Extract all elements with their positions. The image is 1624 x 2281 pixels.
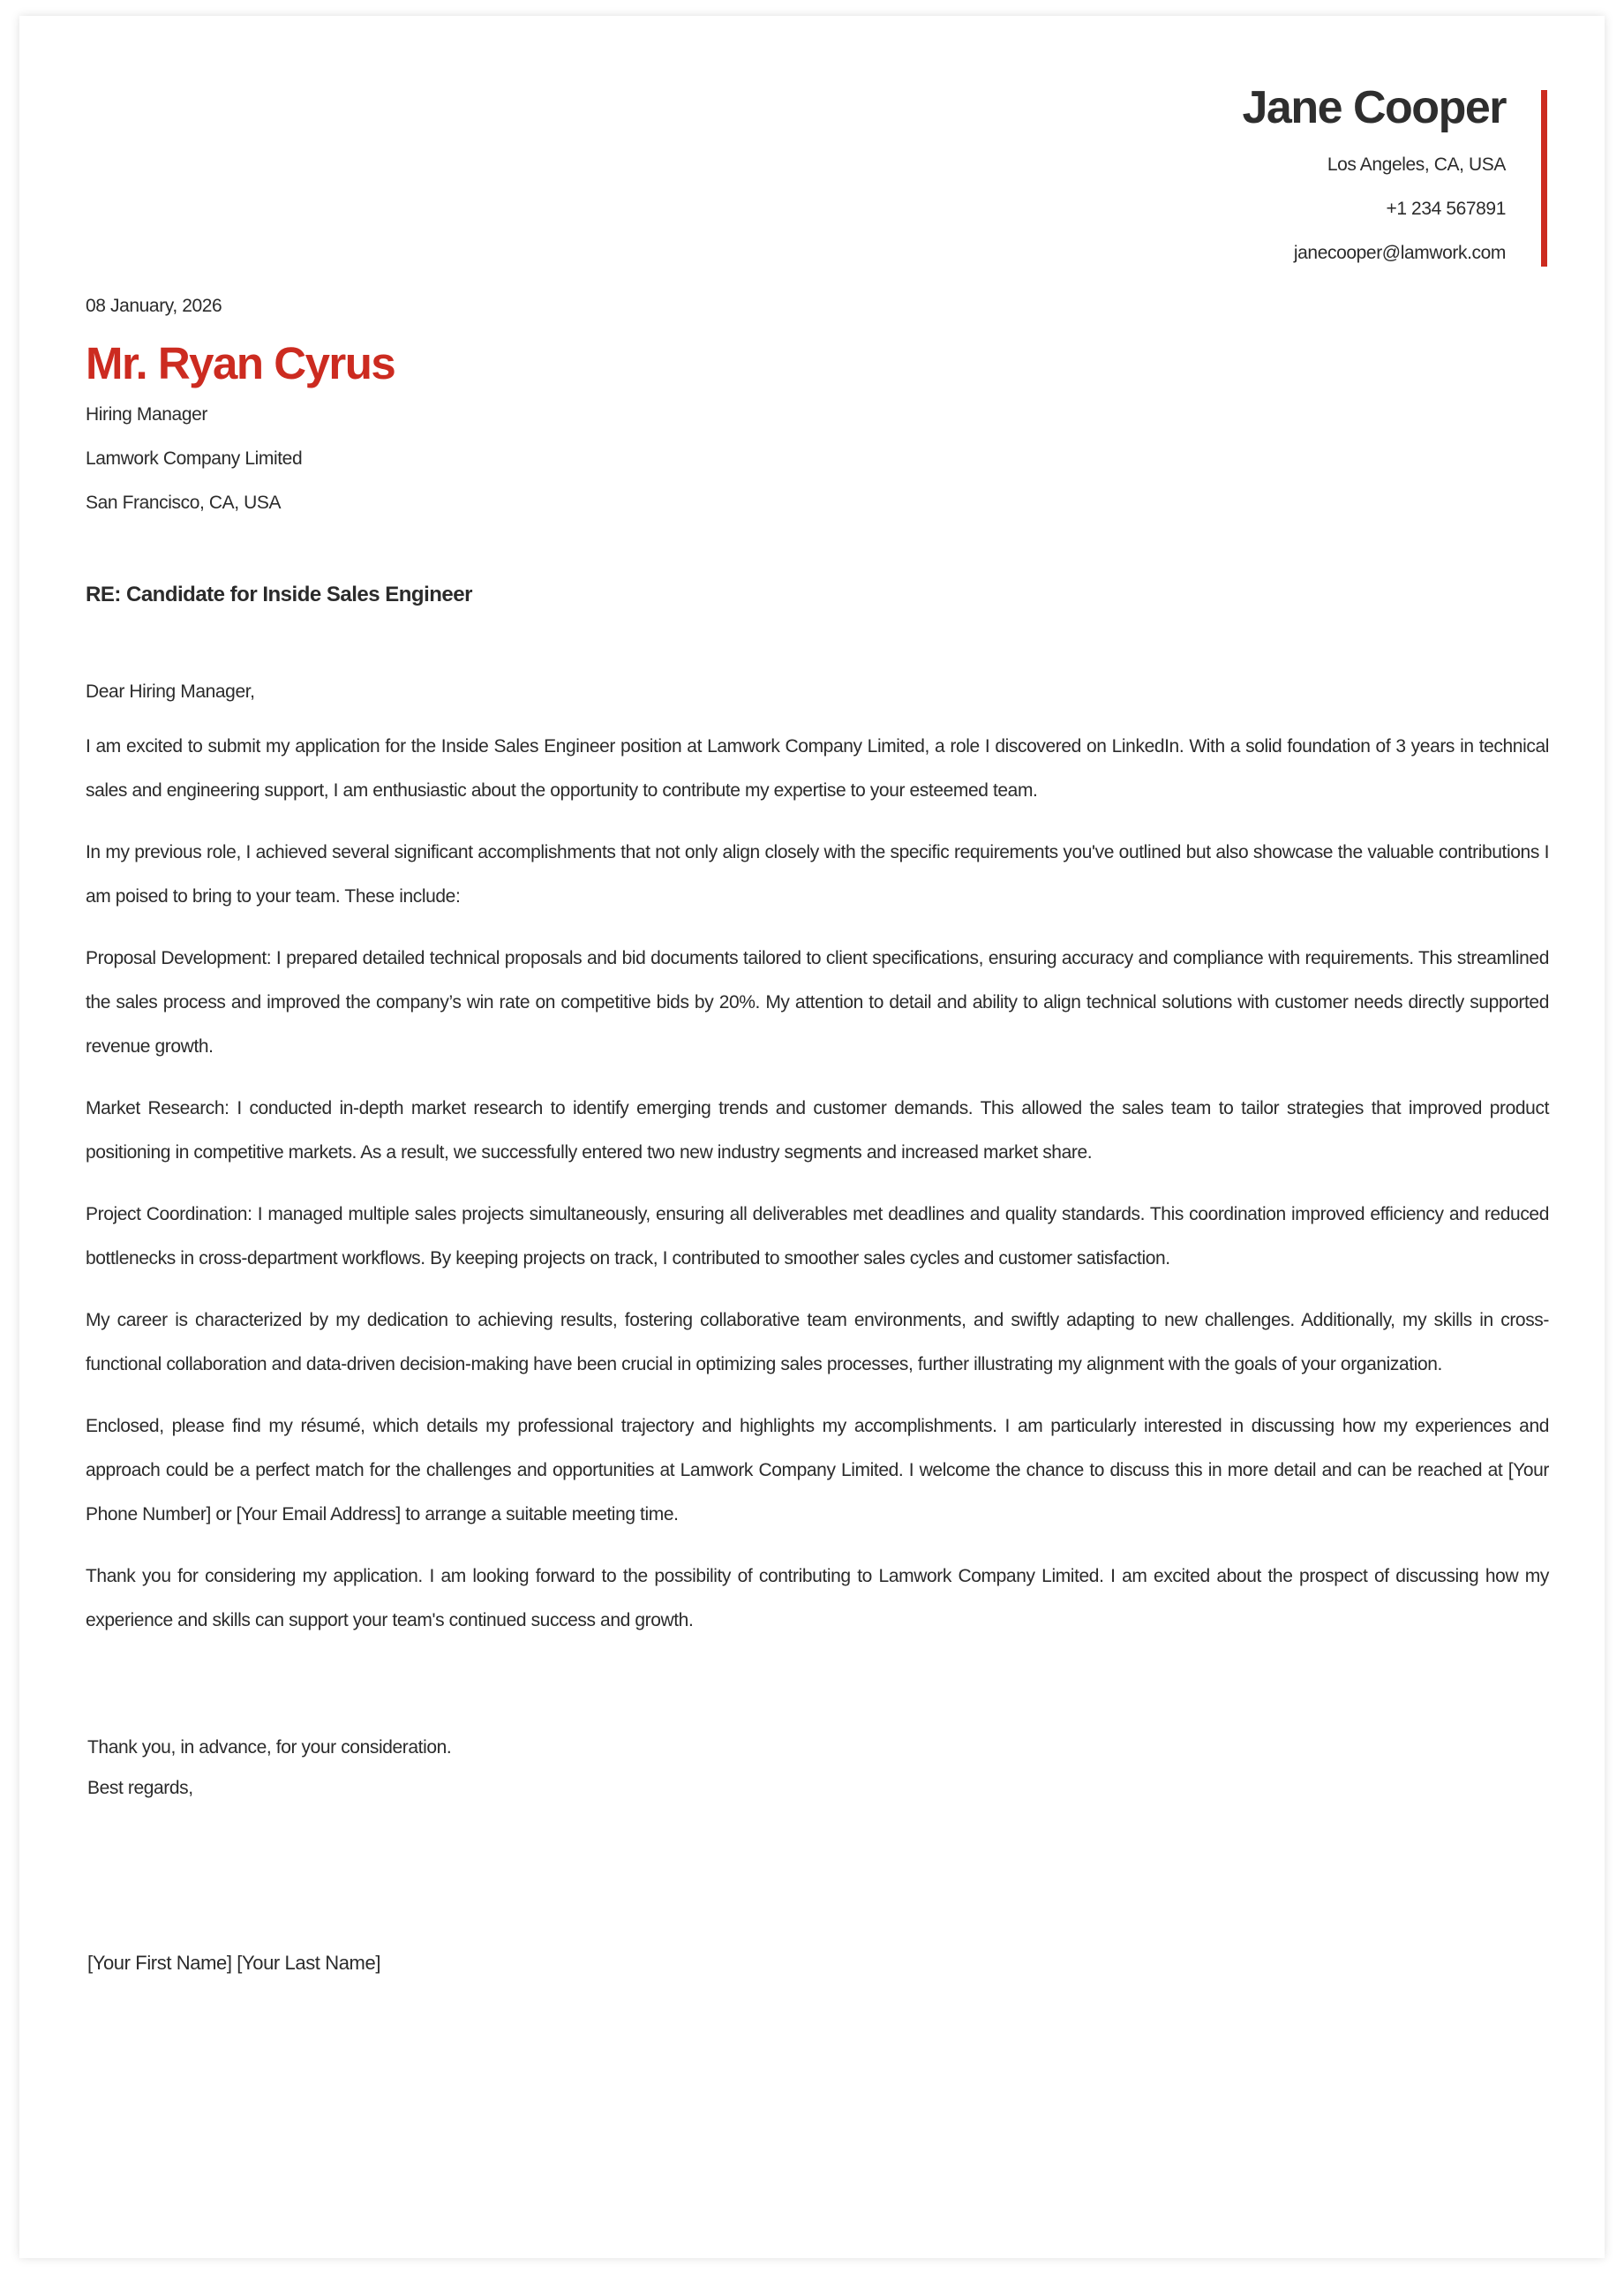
body-paragraph: In my previous role, I achieved several significant accomplishments that not only align closely with the specific requirements you've outlined but also showcase the valuable contributions I am poised to bring to your team. These include: bbox=[86, 842, 1549, 907]
body-paragraph: Market Research: I conducted in-depth market research to identify emerging trends and customer demands. This allowed the sales team to tailor strategies that improved product positioning in competitive markets. As a result, we successfully entered two new industry segments and increased market share. bbox=[86, 1098, 1549, 1163]
body-paragraph: Enclosed, please find my résumé, which details my professional trajectory and highlights my accomplishments. I am particularly interested in discussing how my experiences and approach could be a perfect match for the challenges and opportunities at Lamwork Company Limited. I welcome the chance to discuss this in more detail and can be reached at [Your Phone Number] or [Your Email Address] to arrange a suitable meeting time. bbox=[86, 1416, 1549, 1524]
body-paragraph: Project Coordination: I managed multiple sales projects simultaneously, ensuring all deliverables met deadlines and quality standards. This coordination improved efficiency and reduced bottlenecks in cross-department workflows. By keeping projects on track, I contributed to smoother sales cycles and customer satisfaction. bbox=[86, 1204, 1549, 1268]
sender-location: Los Angeles, CA, USA bbox=[1327, 154, 1506, 175]
body-paragraph: Proposal Development: I prepared detailed technical proposals and bid documents tailored to client specifications, ensuring accuracy and compliance with requirements. This streamlined the sales process and improved the company’s win rate on competitive bids by 20%. My attention to detail and ability to align technical solutions with customer needs directly supported revenue growth. bbox=[86, 948, 1549, 1057]
sender-email: janecooper@lamwork.com bbox=[1293, 243, 1506, 263]
body-paragraph: Thank you for considering my application. I am looking forward to the possibility of contributing to Lamwork Company Limited. I am excited about the prospect of discussing how my experience and skills can support your team's continued success and growth. bbox=[86, 1566, 1549, 1630]
recipient-company: Lamwork Company Limited bbox=[86, 448, 303, 469]
closing-thanks: Thank you, in advance, for your consideration. bbox=[87, 1737, 452, 1758]
letter-date: 08 January, 2026 bbox=[86, 296, 222, 316]
sender-block bbox=[1242, 82, 1506, 275]
closing-block bbox=[87, 1728, 1549, 1809]
letter-body bbox=[86, 725, 1549, 1643]
body-paragraph: I am excited to submit my application for the Inside Sales Engineer position at Lamwork Company Limited, a role I discovered on LinkedIn. With a solid foundation of 3 years in technical sales and engineering support, I am enthusiastic about the opportunity to contribute my expertise to your esteemed team. bbox=[86, 736, 1549, 801]
recipient-location: San Francisco, CA, USA bbox=[86, 493, 282, 513]
body-paragraph: My career is characterized by my dedication to achieving results, fostering collaborative team environments, and swiftly adapting to new challenges. Additionally, my skills in cross-functional collaboration and data-driven decision-making have been crucial in optimizing sales processes, further illustrating my alignment with the goals of your organization. bbox=[86, 1310, 1549, 1374]
signature-name: [Your First Name] [Your Last Name] bbox=[87, 1952, 381, 1974]
recipient-block bbox=[86, 338, 1549, 525]
sender-name: Jane Cooper bbox=[1242, 82, 1506, 133]
sender-phone: +1 234 567891 bbox=[1386, 199, 1506, 219]
letter-subject: RE: Candidate for Inside Sales Engineer bbox=[86, 583, 472, 606]
header-accent-bar bbox=[1541, 90, 1547, 267]
recipient-title: Hiring Manager bbox=[86, 404, 207, 425]
letter-content bbox=[86, 291, 1549, 1978]
closing-regards: Best regards, bbox=[87, 1778, 193, 1798]
salutation: Dear Hiring Manager, bbox=[86, 681, 255, 702]
letter-page bbox=[19, 16, 1605, 2258]
recipient-name: Mr. Ryan Cyrus bbox=[86, 338, 395, 388]
